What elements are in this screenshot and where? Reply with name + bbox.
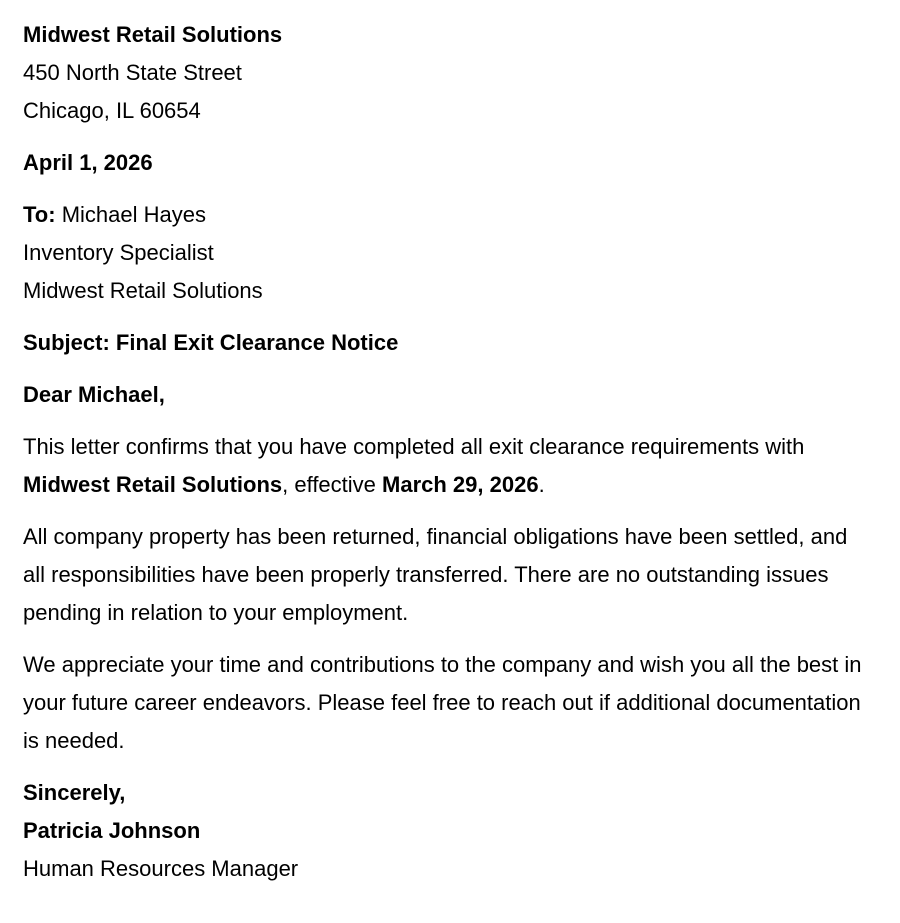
- sender-street: 450 North State Street: [23, 60, 242, 85]
- salutation: Dear Michael,: [23, 382, 165, 407]
- letter: [23, 16, 873, 888]
- body-paragraph-1: [23, 428, 873, 504]
- letter-date-block: [23, 144, 873, 182]
- signer-title: Human Resources Manager: [23, 856, 299, 881]
- subject-block: [23, 324, 873, 362]
- sender-address: [23, 16, 873, 130]
- body-paragraph-3: We appreciate your time and contributions to the company and wish you all the best in your future career endeavors. Please feel free to reach out if additional documentation is needed.: [23, 652, 862, 753]
- salutation-block: [23, 376, 873, 414]
- subject-line: Subject: Final Exit Clearance Notice: [23, 330, 399, 355]
- sender-company: Midwest Retail Solutions: [23, 22, 283, 47]
- closing-block: [23, 774, 873, 888]
- recipient-address: [23, 196, 873, 310]
- to-label: To:: [23, 202, 56, 227]
- letter-date: April 1, 2026: [23, 150, 153, 175]
- signer-name: Patricia Johnson: [23, 818, 201, 843]
- body-p1-date: March 29, 2026: [382, 472, 539, 497]
- body-paragraph-2: All company property has been returned, financial obligations have been settled, and all responsibilities have been properly transferred. There are no outstanding issues pending in relation to your employment.: [23, 524, 848, 625]
- body-p1-text-c: .: [538, 472, 545, 497]
- recipient-name: Michael Hayes: [61, 202, 206, 227]
- sender-city: Chicago, IL 60654: [23, 98, 201, 123]
- closing-signoff: Sincerely,: [23, 780, 126, 805]
- body-p1-text-a: This letter confirms that you have completed all exit clearance requirements with: [23, 434, 805, 459]
- recipient-title: Inventory Specialist: [23, 240, 214, 265]
- body-p1-text-b: , effective: [282, 472, 383, 497]
- recipient-line: [23, 196, 873, 234]
- body-p1-company: Midwest Retail Solutions: [23, 472, 283, 497]
- recipient-company: Midwest Retail Solutions: [23, 278, 263, 303]
